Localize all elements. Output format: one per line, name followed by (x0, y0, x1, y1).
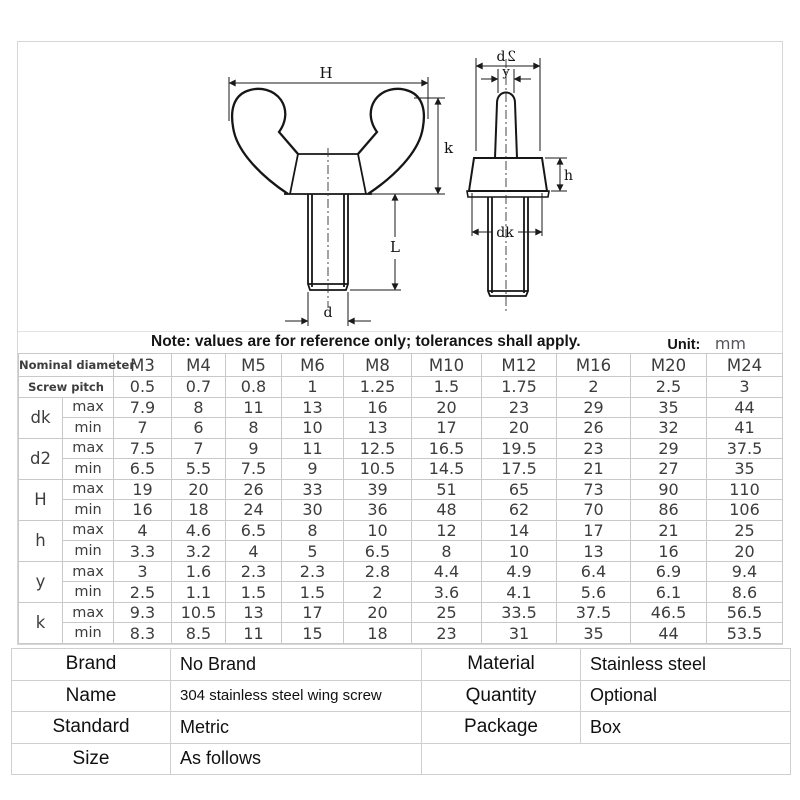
value-cell: 4 (226, 541, 282, 562)
info-table (11, 648, 791, 775)
value-cell: 1.5 (226, 582, 282, 603)
value-cell: 46.5 (631, 602, 707, 623)
value-cell: 35 (631, 397, 707, 418)
value-cell: 16 (344, 397, 412, 418)
value-cell: 2.5 (114, 582, 172, 603)
wing-screw-drawing (18, 42, 782, 331)
value-cell: 35 (557, 623, 631, 644)
value-cell: 6.1 (631, 582, 707, 603)
pitch-cell: 0.8 (226, 377, 282, 398)
value-cell: 6.5 (114, 459, 172, 480)
spec-row (19, 582, 783, 603)
dim-label-d2-2-mirrored: 2 (507, 49, 516, 65)
sub-label-min: min (63, 623, 114, 644)
column-header: M16 (557, 354, 631, 377)
value-cell: 110 (707, 479, 783, 500)
side-view (467, 49, 573, 313)
value-cell: 25 (412, 602, 482, 623)
sub-label-min: min (63, 500, 114, 521)
value-cell: 14.5 (412, 459, 482, 480)
value-cell: 33 (282, 479, 344, 500)
value-cell: 20 (482, 418, 557, 439)
spec-row (19, 500, 783, 521)
value-cell: 5 (282, 541, 344, 562)
info-label: Material (422, 649, 581, 681)
value-cell: 1.1 (172, 582, 226, 603)
corner-screw-pitch: Screw pitch (19, 377, 114, 398)
value-cell: 48 (412, 500, 482, 521)
pitch-cell: 3 (707, 377, 783, 398)
value-cell: 10 (344, 520, 412, 541)
value-cell: 31 (482, 623, 557, 644)
value-cell: 19 (114, 479, 172, 500)
pitch-cell: 1 (282, 377, 344, 398)
value-cell: 7.5 (114, 438, 172, 459)
value-cell: 26 (226, 479, 282, 500)
pitch-cell: 1.5 (412, 377, 482, 398)
value-cell: 17.5 (482, 459, 557, 480)
value-cell: 11 (226, 623, 282, 644)
front-view (229, 64, 454, 326)
value-cell: 15 (282, 623, 344, 644)
value-cell: 1.5 (282, 582, 344, 603)
value-cell: 8.3 (114, 623, 172, 644)
spec-row (19, 438, 783, 459)
column-header: M24 (707, 354, 783, 377)
dim-label-L: L (390, 238, 400, 256)
value-cell: 90 (631, 479, 707, 500)
value-cell: 13 (226, 602, 282, 623)
spec-table (18, 353, 783, 644)
corner-nominal-diameter: Nominal diameter (19, 354, 114, 377)
value-cell: 3.6 (412, 582, 482, 603)
value-cell: 20 (172, 479, 226, 500)
dim-label-h: h (564, 168, 574, 184)
column-header: M5 (226, 354, 282, 377)
value-cell: 13 (282, 397, 344, 418)
group-label-k: k (19, 602, 63, 643)
column-header: M20 (631, 354, 707, 377)
info-label: Brand (12, 649, 171, 681)
value-cell: 10.5 (344, 459, 412, 480)
sub-label-min: min (63, 418, 114, 439)
value-cell: 36 (344, 500, 412, 521)
value-cell: 1.6 (172, 561, 226, 582)
value-cell: 2.3 (226, 561, 282, 582)
info-value: Box (581, 712, 791, 744)
value-cell: 3.2 (172, 541, 226, 562)
value-cell: 106 (707, 500, 783, 521)
column-header: M12 (482, 354, 557, 377)
spec-row (19, 418, 783, 439)
sub-label-min: min (63, 541, 114, 562)
value-cell: 65 (482, 479, 557, 500)
value-cell: 7.9 (114, 397, 172, 418)
dim-label-k: k (444, 139, 454, 157)
value-cell: 32 (631, 418, 707, 439)
pitch-cell: 2 (557, 377, 631, 398)
value-cell: 13 (557, 541, 631, 562)
value-cell: 6.5 (344, 541, 412, 562)
spec-box (17, 41, 783, 645)
value-cell: 20 (707, 541, 783, 562)
group-label-y: y (19, 561, 63, 602)
value-cell: 5.5 (172, 459, 226, 480)
value-cell: 12 (412, 520, 482, 541)
value-cell: 33.5 (482, 602, 557, 623)
value-cell: 9.4 (707, 561, 783, 582)
value-cell: 11 (282, 438, 344, 459)
value-cell: 6 (172, 418, 226, 439)
value-cell: 16.5 (412, 438, 482, 459)
value-cell: 29 (557, 397, 631, 418)
value-cell: 44 (707, 397, 783, 418)
value-cell: 17 (557, 520, 631, 541)
value-cell: 5.6 (557, 582, 631, 603)
value-cell: 7 (114, 418, 172, 439)
value-cell: 53.5 (707, 623, 783, 644)
value-cell: 4.1 (482, 582, 557, 603)
value-cell: 16 (114, 500, 172, 521)
info-row (12, 743, 791, 775)
info-label: Standard (12, 712, 171, 744)
value-cell: 8.5 (172, 623, 226, 644)
value-cell: 20 (412, 397, 482, 418)
info-empty-cell (422, 743, 791, 775)
value-cell: 2.3 (282, 561, 344, 582)
value-cell: 11 (226, 397, 282, 418)
group-label-dk: dk (19, 397, 63, 438)
value-cell: 2 (344, 582, 412, 603)
sub-label-min: min (63, 459, 114, 480)
value-cell: 41 (707, 418, 783, 439)
value-cell: 8 (412, 541, 482, 562)
value-cell: 7.5 (226, 459, 282, 480)
spec-row (19, 541, 783, 562)
value-cell: 6.5 (226, 520, 282, 541)
value-cell: 10.5 (172, 602, 226, 623)
value-cell: 62 (482, 500, 557, 521)
value-cell: 21 (557, 459, 631, 480)
unit-label: Unit: (667, 337, 701, 353)
value-cell: 4.9 (482, 561, 557, 582)
info-value: No Brand (171, 649, 422, 681)
value-cell: 2.8 (344, 561, 412, 582)
value-cell: 25 (707, 520, 783, 541)
value-cell: 8.6 (707, 582, 783, 603)
note-row (18, 331, 782, 354)
dim-label-d2-d: d (496, 49, 506, 65)
value-cell: 14 (482, 520, 557, 541)
value-cell: 26 (557, 418, 631, 439)
info-value: Stainless steel (581, 649, 791, 681)
value-cell: 6.9 (631, 561, 707, 582)
group-label-H: H (19, 479, 63, 520)
value-cell: 8 (172, 397, 226, 418)
value-cell: 4.4 (412, 561, 482, 582)
info-label: Package (422, 712, 581, 744)
sub-label-max: max (63, 602, 114, 623)
sub-label-max: max (63, 397, 114, 418)
pitch-cell: 0.7 (172, 377, 226, 398)
value-cell: 27 (631, 459, 707, 480)
info-row (12, 712, 791, 744)
info-value: Metric (171, 712, 422, 744)
unit-value: mm (714, 334, 746, 353)
value-cell: 73 (557, 479, 631, 500)
value-cell: 20 (344, 602, 412, 623)
value-cell: 3 (114, 561, 172, 582)
value-cell: 37.5 (557, 602, 631, 623)
value-cell: 17 (412, 418, 482, 439)
value-cell: 29 (631, 438, 707, 459)
dim-label-dk: dk (496, 225, 514, 241)
unit (667, 334, 746, 354)
info-value: As follows (171, 743, 422, 775)
sub-label-min: min (63, 582, 114, 603)
value-cell: 8 (226, 418, 282, 439)
value-cell: 8 (282, 520, 344, 541)
value-cell: 9 (282, 459, 344, 480)
info-label: Size (12, 743, 171, 775)
value-cell: 44 (631, 623, 707, 644)
spec-row (19, 354, 783, 377)
value-cell: 4 (114, 520, 172, 541)
info-label: Quantity (422, 680, 581, 712)
value-cell: 39 (344, 479, 412, 500)
pitch-cell: 1.75 (482, 377, 557, 398)
sub-label-max: max (63, 479, 114, 500)
value-cell: 86 (631, 500, 707, 521)
sub-label-max: max (63, 520, 114, 541)
spec-row (19, 520, 783, 541)
info-label: Name (12, 680, 171, 712)
column-header: M3 (114, 354, 172, 377)
group-label-h: h (19, 520, 63, 561)
info-value: 304 stainless steel wing screw (171, 680, 422, 712)
dim-label-d: d (323, 305, 333, 321)
value-cell: 70 (557, 500, 631, 521)
info-row (12, 680, 791, 712)
value-cell: 24 (226, 500, 282, 521)
value-cell: 35 (707, 459, 783, 480)
note-text: Note: values are for reference only; tolerances shall apply. (151, 333, 581, 350)
value-cell: 23 (482, 397, 557, 418)
value-cell: 10 (282, 418, 344, 439)
info-row (12, 649, 791, 681)
dim-label-H: H (319, 64, 333, 82)
spec-row (19, 459, 783, 480)
value-cell: 21 (631, 520, 707, 541)
info-value: Optional (581, 680, 791, 712)
spec-row (19, 561, 783, 582)
value-cell: 17 (282, 602, 344, 623)
spec-row (19, 623, 783, 644)
column-header: M4 (172, 354, 226, 377)
value-cell: 30 (282, 500, 344, 521)
value-cell: 13 (344, 418, 412, 439)
column-header: M8 (344, 354, 412, 377)
value-cell: 9 (226, 438, 282, 459)
value-cell: 19.5 (482, 438, 557, 459)
value-cell: 56.5 (707, 602, 783, 623)
pitch-cell: 2.5 (631, 377, 707, 398)
pitch-cell: 1.25 (344, 377, 412, 398)
value-cell: 16 (631, 541, 707, 562)
sub-label-max: max (63, 561, 114, 582)
column-header: M6 (282, 354, 344, 377)
value-cell: 12.5 (344, 438, 412, 459)
value-cell: 9.3 (114, 602, 172, 623)
value-cell: 23 (412, 623, 482, 644)
group-label-d2: d2 (19, 438, 63, 479)
value-cell: 23 (557, 438, 631, 459)
value-cell: 18 (344, 623, 412, 644)
value-cell: 51 (412, 479, 482, 500)
value-cell: 18 (172, 500, 226, 521)
value-cell: 3.3 (114, 541, 172, 562)
value-cell: 4.6 (172, 520, 226, 541)
value-cell: 37.5 (707, 438, 783, 459)
spec-row (19, 479, 783, 500)
value-cell: 6.4 (557, 561, 631, 582)
sub-label-max: max (63, 438, 114, 459)
spec-row (19, 397, 783, 418)
value-cell: 7 (172, 438, 226, 459)
column-header: M10 (412, 354, 482, 377)
spec-row (19, 602, 783, 623)
pitch-cell: 0.5 (114, 377, 172, 398)
dim-label-y: y (502, 65, 510, 80)
value-cell: 10 (482, 541, 557, 562)
spec-row (19, 377, 783, 398)
